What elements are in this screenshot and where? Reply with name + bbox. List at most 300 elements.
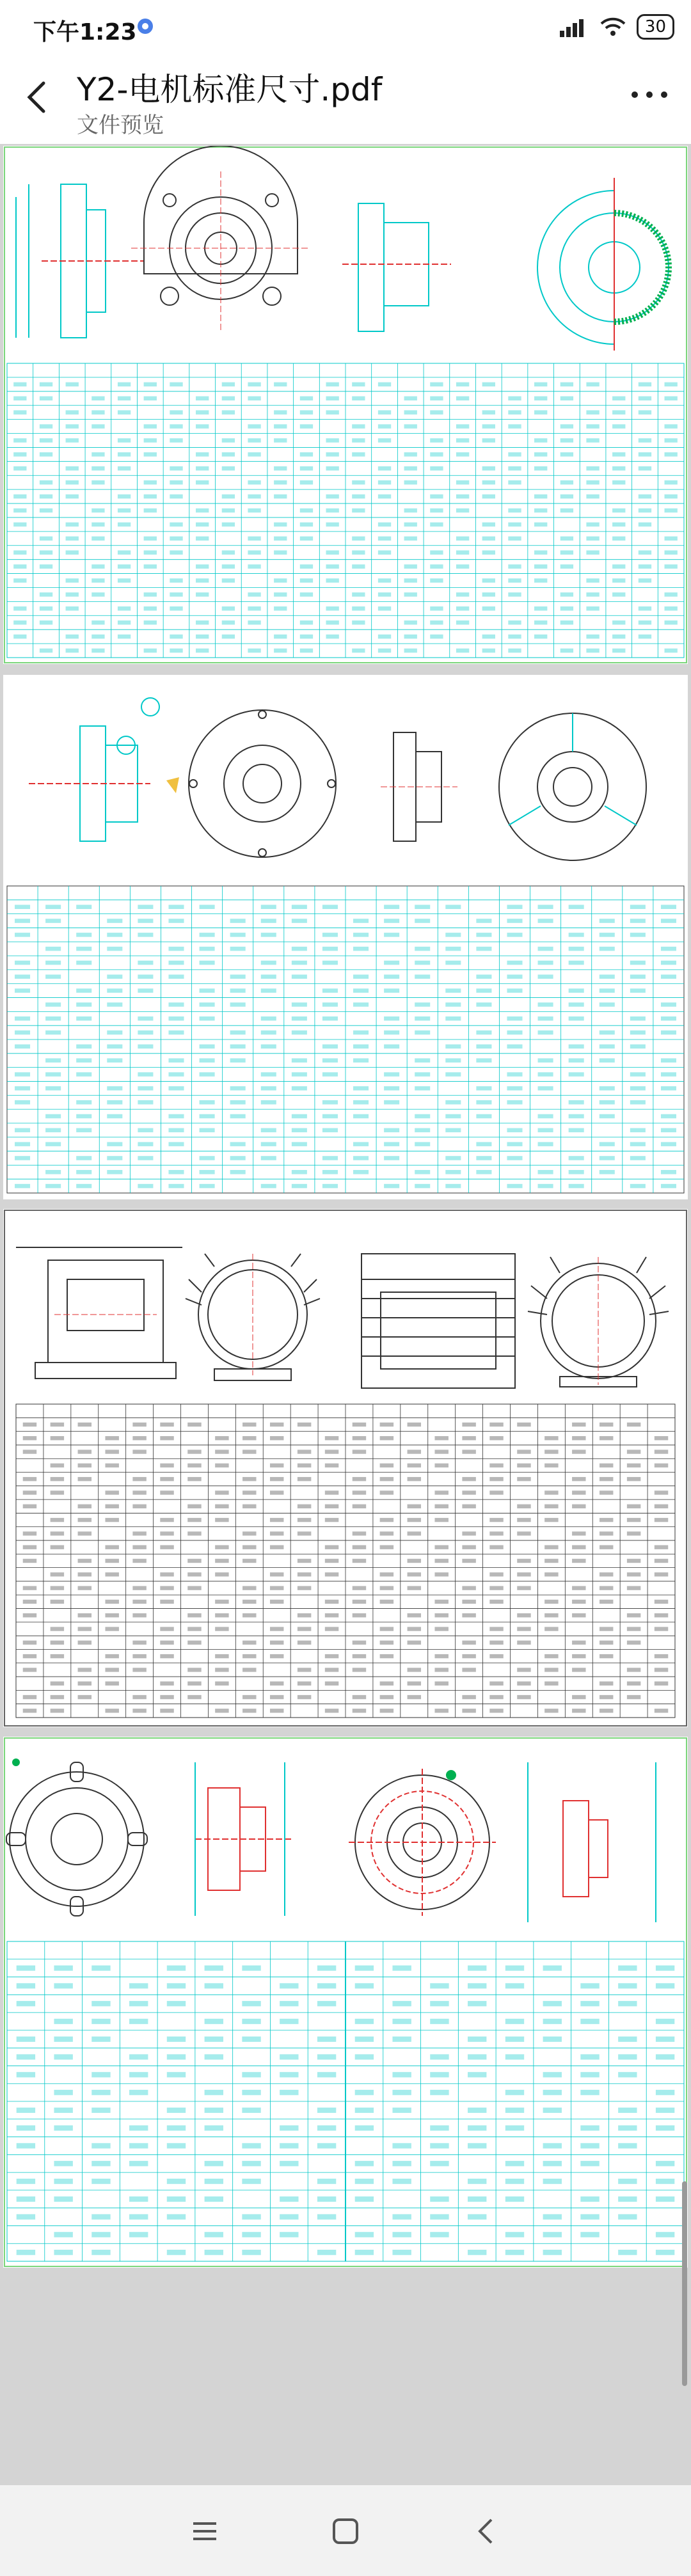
table-cell-value [656,2250,674,2255]
table-cell-value [630,1100,646,1105]
table-cell-value [572,1490,585,1494]
table-cell-value [655,1505,668,1508]
table-cell-value [261,1072,276,1077]
table-cell-value [430,509,443,513]
table-cell-value [300,523,313,527]
table-cell-value [415,1002,430,1007]
table-cell-value [408,1613,421,1617]
table-cell-value [468,2250,486,2255]
table-cell-value [489,1627,503,1631]
table-cell-value [639,396,651,400]
table-cell-value [168,1002,184,1007]
table-cell-value [508,564,521,569]
table-cell-value [76,1156,91,1160]
table-cell-value [167,2037,186,2042]
table-cell-value [600,1682,613,1686]
table-cell-value [66,550,79,555]
table-cell-value [600,1031,615,1035]
table-cell-value [534,509,547,513]
table-cell-value [353,1531,366,1535]
table-cell-value [489,1518,503,1522]
table-cell-value [489,1682,503,1686]
table-cell-value [586,438,599,443]
table-cell-value [292,1072,307,1077]
table-cell-value [507,1031,522,1035]
table-cell-value [612,564,625,569]
table-cell-value [434,1709,448,1712]
table-cell-value [434,1600,448,1604]
table-cell-value [353,1156,369,1160]
table-cell-value [569,947,584,951]
table-cell-value [300,410,313,415]
table-cell-value [261,933,276,937]
table-cell-value [17,2126,35,2131]
table-cell-value [543,2214,562,2219]
table-cell-value [462,1641,475,1645]
table-cell-value [248,424,260,429]
table-cell-value [618,2214,637,2219]
table-cell-value [15,905,30,909]
table-cell-value [600,1600,613,1604]
table-cell-value [489,1545,503,1549]
table-cell-value [538,1058,553,1063]
pdf-page-4[interactable] [3,1737,688,2268]
table-cell-value [384,1100,399,1105]
pdf-page-1[interactable] [3,146,688,664]
table-cell-value [91,635,104,639]
table-cell-value [543,2108,562,2113]
table-cell-value [280,2001,298,2006]
table-cell-value [107,988,122,993]
table-cell-value [40,424,52,429]
table-cell-value [322,1045,338,1049]
table-cell-value [404,410,417,415]
table-cell-value [353,975,369,979]
table-cell-value [78,1695,91,1699]
table-cell-value [380,1572,393,1576]
table-cell-value [215,1464,228,1467]
table-cell-value [15,988,30,993]
table-cell-value [242,2090,260,2095]
table-cell-value [630,919,646,923]
table-cell-value [408,1423,421,1426]
table-cell-value [144,452,157,457]
table-cell-value [45,1002,61,1007]
table-cell-value [17,2250,35,2255]
table-cell-value [544,1572,558,1576]
table-cell-value [600,1695,613,1699]
back-icon[interactable] [461,2506,512,2557]
table-cell-value [280,2197,298,2202]
table-cell-value [352,438,365,443]
table-cell-value [168,1184,184,1189]
home-icon[interactable] [320,2506,371,2557]
table-cell-value [170,578,182,583]
table-cell-value [325,1613,338,1617]
table-cell-value [160,1695,173,1699]
table-cell-value [586,578,599,583]
table-cell-value [415,1114,430,1119]
table-cell-value [600,975,615,979]
table-cell-value [505,2197,524,2202]
table-cell-value [517,1586,530,1590]
table-cell-value [434,1545,448,1549]
table-cell-value [655,1559,668,1563]
table-cell-value [105,1627,118,1631]
table-cell-value [160,1627,173,1631]
table-cell-value [167,1983,186,1988]
table-cell-value [51,1545,64,1549]
table-cell-value [23,1709,36,1712]
table-cell-value [352,494,365,499]
table-cell-value [78,1531,91,1535]
table-cell-value [353,1559,366,1563]
table-cell-value [300,635,313,639]
table-cell-value [13,620,26,625]
table-cell-value [222,452,235,457]
table-cell-value [560,452,573,457]
table-cell-value [476,1002,491,1007]
table-cell-value [353,1045,369,1049]
table-cell-value [205,2090,223,2095]
table-cell-value [508,635,521,639]
file-title: Y2-电机标准尺寸.pdf [77,71,383,108]
pdf-page-3[interactable] [3,1209,688,1727]
table-cell-value [23,1531,36,1535]
table-cell-value [534,383,547,387]
table-cell-value [129,2090,148,2095]
table-cell-value [543,2090,562,2095]
table-cell-value [482,424,495,429]
table-cell-value [352,383,365,387]
table-cell-value [105,1490,118,1494]
table-cell-value [415,975,430,979]
table-cell-value [353,1505,366,1508]
table-cell-value [489,1423,503,1426]
table-cell-value [292,1002,307,1007]
table-cell-value [91,620,104,625]
table-cell-value [544,1490,558,1494]
table-cell-value [630,905,646,909]
table-cell-value [51,1518,64,1522]
pdf-scrollbar[interactable] [682,2181,687,2386]
table-cell-value [91,466,104,471]
table-cell-value [76,1058,91,1063]
table-cell-value [630,1142,646,1146]
table-cell-value [456,606,469,611]
table-cell-value [168,919,184,923]
table-cell-value [326,606,338,611]
table-cell-value [298,1682,311,1686]
table-cell-value [489,1600,503,1604]
table-cell-value [353,1668,366,1671]
table-cell-value [54,2179,72,2184]
table-cell-value [507,1086,522,1091]
table-cell-value [404,466,417,471]
table-cell-value [482,438,495,443]
table-cell-value [215,1545,228,1549]
table-cell-value [507,905,522,909]
table-cell-value [222,523,235,527]
table-cell-value [580,2161,599,2166]
table-cell-value [144,649,157,653]
system-nav-bar [0,2485,691,2576]
table-cell-value [76,1002,91,1007]
table-cell-value [415,1031,430,1035]
table-cell-value [627,1641,640,1645]
table-cell-value [160,1518,173,1522]
table-cell-value [572,1505,585,1508]
table-cell-value [78,1627,91,1631]
table-cell-value [618,1966,637,1971]
table-cell-value [353,1709,366,1712]
table-cell-value [543,2019,562,2024]
table-cell-value [17,2072,35,2077]
table-cell-value [569,905,584,909]
table-cell-value [222,438,235,443]
table-cell-value [78,1613,91,1617]
table-cell-value [45,1031,61,1035]
table-cell-value [132,1505,146,1508]
table-cell-value [600,1100,615,1105]
table-cell-value [384,1156,399,1160]
table-cell-value [187,1518,201,1522]
table-cell-value [118,578,131,583]
table-cell-value [196,424,209,429]
table-cell-value [274,438,287,443]
table-cell-value [138,919,153,923]
table-cell-value [23,1423,36,1426]
table-cell-value [656,2161,674,2166]
table-cell-value [430,550,443,555]
table-cell-value [248,592,260,597]
table-cell-value [326,635,338,639]
table-cell-value [248,438,260,443]
table-cell-value [45,1170,61,1174]
table-cell-value [230,975,246,979]
table-cell-value [600,1709,613,1712]
table-cell-value [326,564,338,569]
table-cell-value [489,1709,503,1712]
table-cell-value [434,1682,448,1686]
table-cell-value [76,947,91,951]
table-cell-value [655,1572,668,1576]
table-cell-value [572,1600,585,1604]
table-cell-value [569,961,584,965]
table-cell-value [572,1613,585,1617]
table-cell-value [415,905,430,909]
table-cell-value [322,947,338,951]
table-cell-value [569,1128,584,1133]
table-cell-value [167,2179,186,2184]
table-cell-value [187,1586,201,1590]
table-cell-value [482,606,495,611]
app-header [0,58,691,144]
table-cell-value [78,1464,91,1467]
table-cell-value [534,452,547,457]
table-cell-value [261,1156,276,1160]
table-cell-value [118,564,131,569]
table-cell-value [129,2054,148,2059]
table-cell-value [618,2250,637,2255]
table-cell-value [270,1518,283,1522]
pdf-viewer[interactable] [0,144,691,2485]
menu-icon[interactable] [179,2506,230,2557]
table-cell-value [661,1086,676,1091]
table-cell-value [384,1128,399,1133]
table-cell-value [468,2108,486,2113]
table-cell-value [560,383,573,387]
table-cell-value [392,1966,411,1971]
table-cell-value [630,1045,646,1049]
table-cell-value [586,466,599,471]
table-cell-value [200,1156,215,1160]
table-cell-value [66,424,79,429]
table-cell-value [517,1423,530,1426]
table-cell-value [300,509,313,513]
table-cell-value [15,1100,30,1105]
table-cell-value [434,1436,448,1440]
table-cell-value [384,1045,399,1049]
table-cell-value [630,1128,646,1133]
table-cell-value [630,1072,646,1077]
table-cell-value [538,1031,553,1035]
table-cell-value [248,620,260,625]
table-cell-value [17,2054,35,2059]
table-cell-value [51,1490,64,1494]
table-cell-value [517,1477,530,1481]
table-cell-value [404,592,417,597]
table-cell-value [23,1490,36,1494]
table-cell-value [292,1031,307,1035]
table-cell-value [586,550,599,555]
table-cell-value [200,1184,215,1189]
table-cell-value [76,1016,91,1021]
table-cell-value [215,1654,228,1658]
table-cell-value [462,1505,475,1508]
table-cell-value [569,1156,584,1160]
table-cell-value [242,2037,260,2042]
table-cell-value [274,635,287,639]
table-cell-value [544,1682,558,1686]
table-cell-value [534,635,547,639]
table-cell-value [572,1695,585,1699]
table-cell-value [404,578,417,583]
table-cell-value [482,578,495,583]
table-cell-value [242,1613,256,1617]
table-cell-value [538,1016,553,1021]
table-cell-value [76,1170,91,1174]
table-cell-value [317,1966,336,1971]
table-cell-value [661,1114,676,1119]
table-cell-value [534,396,547,400]
page-2-table [7,886,684,1193]
table-cell-value [15,1184,30,1189]
table-cell-value [298,1450,311,1453]
table-cell-value [560,592,573,597]
table-cell-value [45,961,61,965]
table-cell-value [144,564,157,569]
table-cell-value [517,1572,530,1576]
table-cell-value [129,2197,148,2202]
table-cell-value [132,1477,146,1481]
table-cell-value [569,933,584,937]
table-cell-value [505,1966,524,1971]
table-cell-value [118,410,131,415]
table-cell-value [544,1709,558,1712]
table-cell-value [434,1654,448,1658]
table-cell-value [430,2143,449,2148]
table-cell-value [664,396,677,400]
table-cell-value [560,424,573,429]
table-cell-value [544,1559,558,1563]
table-cell-value [91,2143,110,2148]
table-cell-value [40,606,52,611]
table-cell-value [468,2197,486,2202]
table-cell-value [107,1002,122,1007]
table-cell-value [627,1518,640,1522]
table-cell-value [167,2197,186,2202]
table-cell-value [655,1654,668,1658]
back-chevron-icon[interactable] [18,72,56,123]
table-cell-value [600,1045,615,1049]
table-cell-value [630,1156,646,1160]
table-cell-value [538,1002,553,1007]
table-cell-value [404,509,417,513]
table-cell-value [572,1559,585,1563]
table-cell-value [404,452,417,457]
table-cell-value [612,537,625,541]
table-cell-value [168,947,184,951]
table-cell-value [23,1613,36,1617]
table-cell-value [618,1983,637,1988]
table-cell-value [23,1559,36,1563]
table-cell-value [415,919,430,923]
table-cell-value [242,1545,256,1549]
table-cell-value [326,466,338,471]
table-cell-value [378,424,391,429]
table-cell-value [517,1695,530,1699]
pdf-page-2[interactable] [3,675,688,1199]
table-cell-value [200,905,215,909]
table-cell-value [91,2250,110,2255]
table-cell-value [505,2019,524,2024]
table-cell-value [353,1600,366,1604]
table-cell-value [51,1586,64,1590]
table-cell-value [187,1450,201,1453]
more-dots-icon[interactable] [627,82,672,107]
table-cell-value [538,975,553,979]
table-cell-value [430,564,443,569]
table-cell-value [242,2143,260,2148]
table-cell-value [132,1436,146,1440]
table-cell-value [167,2072,186,2077]
table-cell-value [105,1464,118,1467]
table-cell-value [612,466,625,471]
table-cell-value [544,1613,558,1617]
table-cell-value [167,1966,186,1971]
table-cell-value [205,2108,223,2113]
table-cell-value [600,1477,613,1481]
table-cell-value [242,2250,260,2255]
table-cell-value [325,1490,338,1494]
table-cell-value [138,1100,153,1105]
page-1-table [7,363,684,658]
table-cell-value [468,2037,486,2042]
table-cell-value [160,1464,173,1467]
table-cell-value [322,1058,338,1063]
table-cell-value [160,1531,173,1535]
